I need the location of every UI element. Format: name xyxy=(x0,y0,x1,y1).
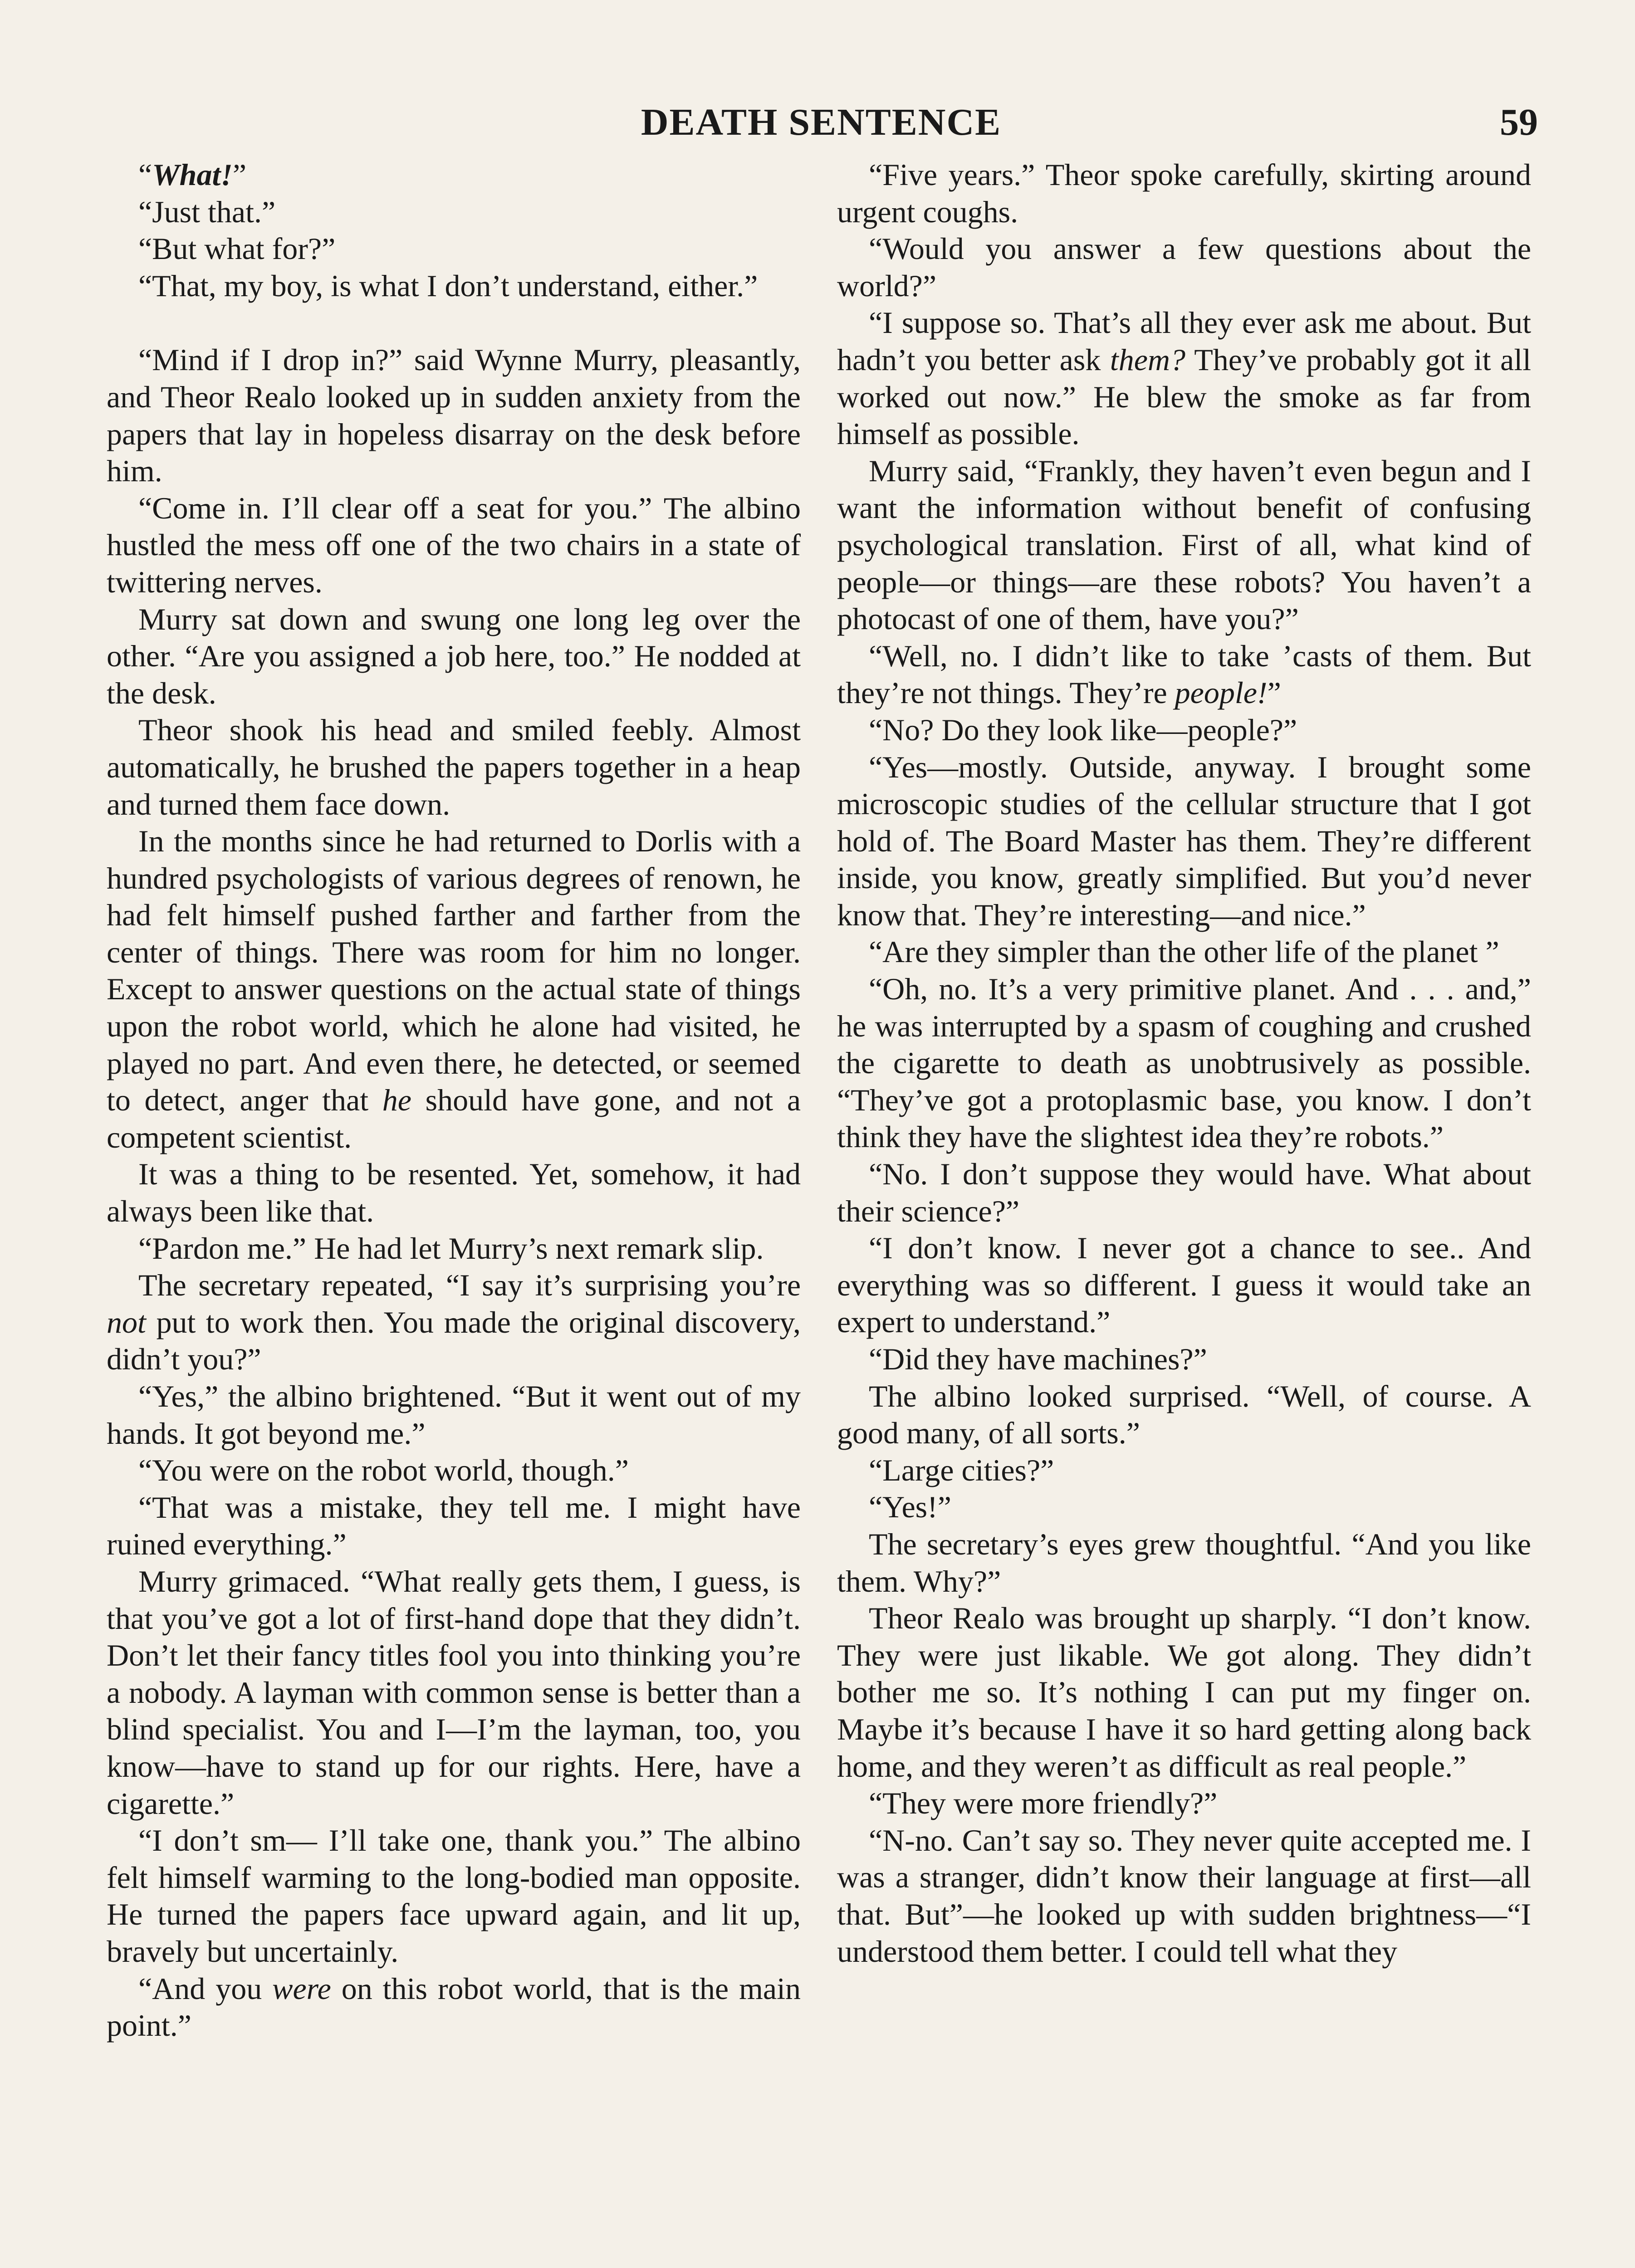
text-run: “Just that.” xyxy=(138,194,276,229)
text-run: “Yes!” xyxy=(869,1490,951,1525)
emphasis: them? xyxy=(1110,342,1185,377)
paragraph xyxy=(837,1822,1531,1970)
text-run: The secretary’s eyes grew thoughtful. “And you like them. Why?” xyxy=(837,1526,1531,1598)
paragraph xyxy=(107,156,801,194)
paragraph xyxy=(837,934,1531,971)
paragraph xyxy=(837,712,1531,749)
paragraph xyxy=(107,230,801,268)
emphasis: people! xyxy=(1175,675,1268,710)
text-run: on this robot world, that is the main point.” xyxy=(107,1971,801,2043)
paragraph xyxy=(107,194,801,231)
paragraph xyxy=(837,1378,1531,1452)
text-run: “I suppose so. That’s all they ever ask me about. But hadn’t you better ask xyxy=(837,305,1531,377)
text-run: “I don’t sm— I’ll take one, thank you.” The albino felt himself warming to the long-bodied man opposite. He turned the papers face upward again, and lit up, bravely but uncertainly. xyxy=(107,1823,801,1969)
running-title: DEATH SENTENCE xyxy=(641,101,1002,143)
paragraph xyxy=(837,1785,1531,1822)
text-run: The albino looked surprised. “Well, of course. A good many, of all sorts.” xyxy=(837,1378,1531,1451)
text-run: Murry grimaced. “What really gets them, I guess, is that you’ve got a lot of first-hand dope that they didn’t. Don’t let their fancy titles fool you into thinking you’re a nobody. A layman with common sense is better than a blind specialist. You and I—I’m the layman, too, you know—have to stand up for our rights. Here, have a cigarette.” xyxy=(107,1564,801,1821)
text-run: “They were more friendly?” xyxy=(869,1786,1218,1821)
text-run: “Come in. I’ll clear off a seat for you.” The albino hustled the mess off one of the two chairs in a state of twittering nerves. xyxy=(107,490,801,599)
text-run: “Pardon me.” He had let Murry’s next remark slip. xyxy=(138,1231,764,1266)
right-text-column xyxy=(837,156,1531,1970)
text-run: “N-no. Can’t say so. They never quite accepted me. I was a stranger, didn’t know their language at first—all that. But”—he looked up with sudden brightness—“I understood them better. I could tell what they xyxy=(837,1823,1531,1969)
text-run: should have gone, and not a competent scientist. xyxy=(107,1083,801,1154)
text-run: ” xyxy=(232,157,247,192)
text-run: “Did they have machines?” xyxy=(869,1342,1207,1376)
paragraph xyxy=(107,342,801,489)
text-run: “Large cities?” xyxy=(869,1452,1054,1487)
paragraph xyxy=(107,601,801,712)
paragraph xyxy=(837,1156,1531,1230)
text-run: Theor Realo was brought up sharply. “I don’t know. They were just likable. We got along. They didn’t bother me so. It’s nothing I can put my finger on. Maybe it’s because I have it so hard getting along back home, and they weren’t as difficult as real people.” xyxy=(837,1601,1531,1784)
text-run: In the months since he had returned to Dorlis with a hundred psychologists of various degrees of renown, he had felt himself pushed farther and farther from the center of things. There was room for him no longer. Except to answer questions on the actual state of things upon the robot world, which he alone had visited, he played no part. And even there, he detected, or seemed to detect, anger that xyxy=(107,824,801,1118)
paragraph xyxy=(107,1970,801,2044)
emphasis: What! xyxy=(152,157,233,192)
paragraph xyxy=(837,453,1531,638)
paragraph xyxy=(837,304,1531,452)
paragraph xyxy=(107,1489,801,1563)
paragraph xyxy=(837,638,1531,712)
paragraph xyxy=(837,1341,1531,1378)
paragraph xyxy=(837,749,1531,934)
text-run: “But what for?” xyxy=(138,231,336,266)
emphasis: he xyxy=(382,1083,411,1118)
paragraph xyxy=(107,268,801,305)
text-run: Murry sat down and swung one long leg over the other. “Are you assigned a job here, too.” He nodded at the desk. xyxy=(107,601,801,710)
paragraph xyxy=(837,156,1531,230)
text-run: “Five years.” Theor spoke carefully, skirting around urgent coughs. xyxy=(837,157,1531,229)
text-run: “Oh, no. It’s a very primitive planet. And . . . and,” he was interrupted by a spasm of coughing and crushed the cigarette to death as unobtrusively as possible. “They’ve got a protoplasmic base, you know. I don’t think they have the slightest idea they’re robots.” xyxy=(837,972,1531,1154)
text-run: “I don’t know. I never got a chance to see.. And everything was so different. I guess it would take an expert to understand.” xyxy=(837,1231,1531,1339)
text-run: Murry said, “Frankly, they haven’t even begun and I want the information without benefit of confusing psychological translation. First of all, what kind of people—or things—are these robots? You haven’t a photocast of one of them, have you?” xyxy=(837,453,1531,636)
emphasis: were xyxy=(272,1971,331,2006)
text-run: The secretary repeated, “I say it’s surprising you’re xyxy=(138,1268,801,1303)
text-run: It was a thing to be resented. Yet, somehow, it had always been like that. xyxy=(107,1157,801,1229)
paragraph xyxy=(837,1526,1531,1600)
text-run: ” xyxy=(1267,675,1281,710)
paragraph xyxy=(107,1563,801,1822)
text-run: “Would you answer a few questions about the world?” xyxy=(837,231,1531,303)
paragraph xyxy=(837,230,1531,304)
paragraph xyxy=(107,712,801,823)
page-number: 59 xyxy=(1500,101,1538,143)
text-run: “Yes,” the albino brightened. “But it went out of my hands. It got beyond me.” xyxy=(107,1379,801,1451)
paragraph xyxy=(837,1489,1531,1526)
paragraph xyxy=(837,1452,1531,1489)
paragraph xyxy=(107,1230,801,1267)
text-run: “And you xyxy=(138,1971,273,2006)
text-run: “Are they simpler than the other life of the planet ” xyxy=(869,934,1499,969)
paragraph xyxy=(837,971,1531,1156)
text-run: “Mind if I drop in?” said Wynne Murry, pleasantly, and Theor Realo looked up in sudden anxiety from the papers that lay in hopeless disarray on the desk before him. xyxy=(107,342,801,489)
paragraph xyxy=(107,1452,801,1489)
page-header xyxy=(104,86,1538,159)
text-run: “That, my boy, is what I don’t understand, either.” xyxy=(138,268,758,303)
text-run: Theor shook his head and smiled feebly. Almost automatically, he brushed the papers together in a heap and turned them face down. xyxy=(107,713,801,821)
text-run: “You were on the robot world, though.” xyxy=(138,1453,629,1488)
paragraph xyxy=(107,1822,801,1970)
paragraph xyxy=(107,1156,801,1230)
paragraph xyxy=(107,1267,801,1378)
text-run: “Yes—mostly. Outside, anyway. I brought some microscopic studies of the cellular structure that I got hold of. The Board Master has them. They’re different inside, you know, greatly simplified. But you’d never know that. They’re interesting—and nice.” xyxy=(837,749,1531,932)
text-run: “That was a mistake, they tell me. I might have ruined everything.” xyxy=(107,1490,801,1562)
emphasis: not xyxy=(107,1305,146,1339)
text-run: “No? Do they look like—people?” xyxy=(869,712,1297,747)
text-run: “Well, no. I didn’t like to take ’casts of them. But they’re not things. They’re xyxy=(837,638,1531,710)
left-text-column xyxy=(107,156,801,2044)
paragraph xyxy=(837,1230,1531,1341)
text-run: They’ve probably got it all worked out now.” He blew the smoke as far from himself as possible. xyxy=(837,342,1531,451)
text-run: “ xyxy=(138,157,152,192)
paragraph xyxy=(107,490,801,601)
paragraph xyxy=(107,823,801,1156)
paragraph xyxy=(107,1378,801,1452)
text-run: “No. I don’t suppose they would have. What about their science?” xyxy=(837,1157,1531,1228)
text-run: put to work then. You made the original discovery, didn’t you?” xyxy=(107,1305,801,1377)
paragraph xyxy=(837,1600,1531,1785)
